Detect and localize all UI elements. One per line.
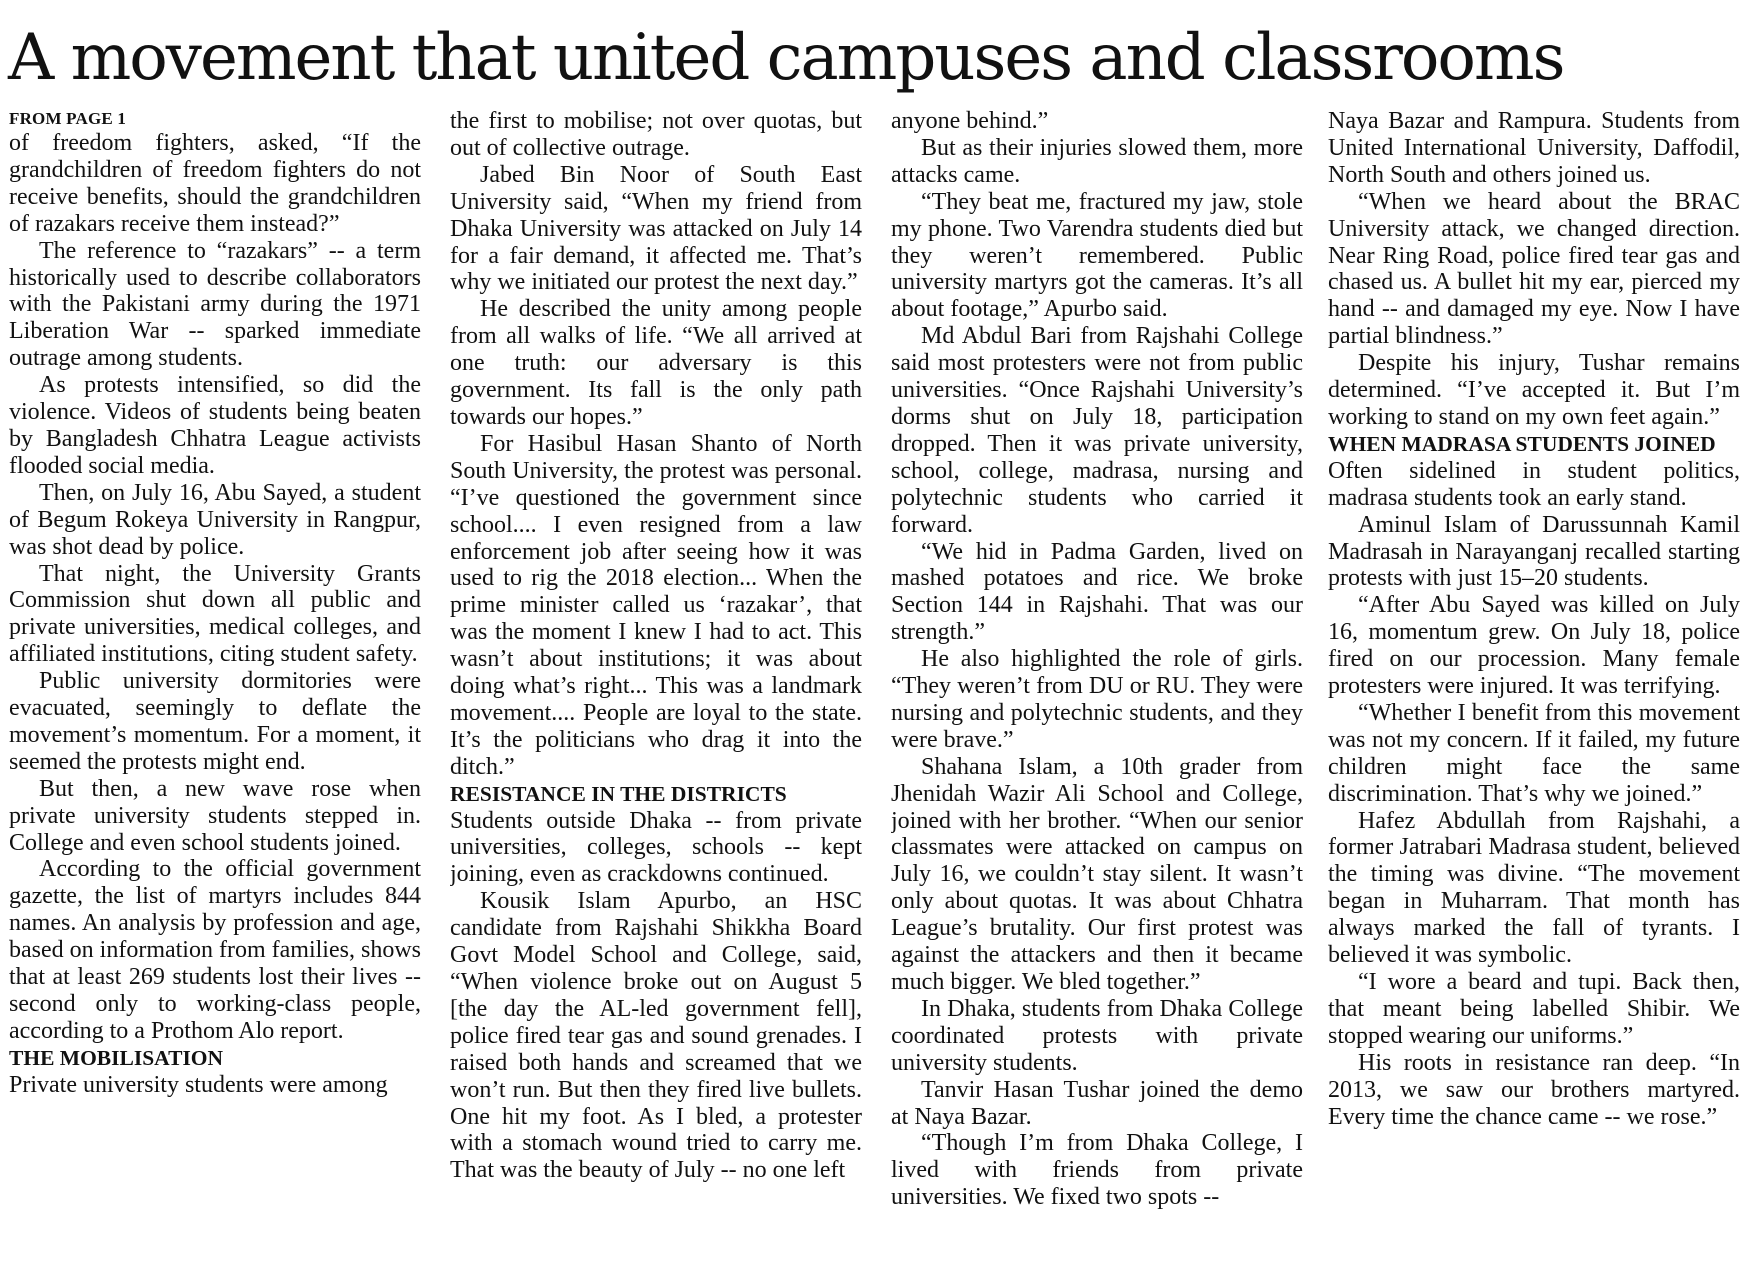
paragraph: the first to mobilise; not over quotas, but out of collective outrage. <box>450 108 862 161</box>
column-3 <box>891 108 1303 1278</box>
paragraph: That night, the University Grants Commission shut down all public and private universities, medical colleges, and affiliated institutions, citing student safety. <box>9 560 421 668</box>
subhead-madrasa: WHEN MADRASA STUDENTS JOINED <box>1328 431 1716 456</box>
paragraph: But then, a new wave rose when private university students stepped in. College and even school students joined. <box>9 775 421 856</box>
paragraph: “Whether I benefit from this movement was not my concern. If it failed, my future children might face the same discrimination. That’s why we joined.” <box>1328 699 1740 807</box>
paragraph: According to the official government gazette, the list of martyrs includes 844 names. An analysis by profession and age, based on information from families, shows that at least 269 students lost their lives -- second only to working-class people, according to a Prothom Alo report. <box>9 856 421 1044</box>
paragraph: Hafez Abdullah from Rajshahi, a former Jatrabari Madrasa student, believed the timing was divine. “The movement began in Muharram. That month has always marked the fall of tyrants. I believed it was symbolic. <box>1328 807 1740 969</box>
column-1 <box>9 108 421 1278</box>
paragraph: Then, on July 16, Abu Sayed, a student of Begum Rokeya University in Rangpur, was shot dead by police. <box>9 479 421 560</box>
paragraph: He described the unity among people from all walks of life. “We all arrived at one truth: our adversary is this government. Its fall is the only path towards our hopes.” <box>450 296 862 430</box>
paragraph: “When we heard about the BRAC University attack, we changed direction. Near Ring Road, police fired tear gas and chased us. A bullet hit my ear, pierced my hand -- and damaged my eye. Now I have partial blindness.” <box>1328 188 1740 350</box>
paragraph: Naya Bazar and Rampura. Students from United International University, Daffodil, North South and others joined us. <box>1328 108 1740 188</box>
paragraph: He also highlighted the role of girls. “They weren’t from DU or RU. They were nursing and polytechnic students, and they were brave.” <box>891 646 1303 753</box>
paragraph: For Hasibul Hasan Shanto of North South University, the protest was personal. “I’ve questioned the government since school.... I even resigned from a law enforcement job after seeing how it was used to rig the 2018 election... When the prime minister called us ‘razakar’, that was the moment I knew I had to act. This wasn’t about institutions; it was about doing what’s right... This was a landmark movement.... People are loyal to the state. It’s the politicians who drag it into the ditch.” <box>450 430 862 780</box>
paragraph: Despite his injury, Tushar remains determined. “I’ve accepted it. But I’m working to stand on my own feet again.” <box>1328 350 1740 430</box>
paragraph: of freedom fighters, asked, “If the grandchildren of freedom fighters do not receive benefits, should the grandchildren of razakars receive them instead?” <box>9 130 421 237</box>
paragraph: “They beat me, fractured my jaw, stole my phone. Two Varendra students died but they weren’t remembered. Public university martyrs got the cameras. It’s all about footage,” Apurbo said. <box>891 188 1303 323</box>
paragraph: The reference to “razakars” -- a term historically used to describe collaborators with the Pakistani army during the 1971 Liberation War -- sparked immediate outrage among students. <box>9 237 421 372</box>
paragraph: Md Abdul Bari from Rajshahi College said most protesters were not from public universities. “Once Rajshahi University’s dorms shut on July 18, participation dropped. Then it was private university, school, college, madrasa, nursing and polytechnic students who carried it forward. <box>891 323 1303 538</box>
paragraph: His roots in resistance ran deep. “In 2013, we saw our brothers martyred. Every time the chance came -- we rose.” <box>1328 1049 1740 1130</box>
paragraph: In Dhaka, students from Dhaka College coordinated protests with private university students. <box>891 995 1303 1076</box>
paragraph: Public university dormitories were evacuated, seemingly to deflate the movement’s momentum. For a moment, it seemed the protests might end. <box>9 668 421 775</box>
paragraph: Aminul Islam of Darussunnah Kamil Madrasah in Narayanganj recalled starting protests with just 15–20 students. <box>1328 511 1740 592</box>
paragraph: Kousik Islam Apurbo, an HSC candidate from Rajshahi Shikkha Board Govt Model School and College, said, “When violence broke out on August 5 [the day the AL-led government fell], police fired tear gas and sound grenades. I raised both hands and screamed that we won’t run. But then they fired live bullets. One hit my foot. As I bled, a protester with a stomach wound tried to carry me. That was the beauty of July -- no one left <box>450 888 862 1184</box>
paragraph: anyone behind.” <box>891 108 1049 134</box>
subhead-resistance: RESISTANCE IN THE DISTRICTS <box>450 781 787 806</box>
column-2 <box>450 108 862 1278</box>
paragraph: Jabed Bin Noor of South East University said, “When my friend from Dhaka University was attacked on July 14 for a fair demand, it affected me. That’s why we initiated our protest the next day.” <box>450 161 862 296</box>
column-4 <box>1328 108 1740 1278</box>
paragraph: Students outside Dhaka -- from private universities, colleges, schools -- kept joining, even as crackdowns continued. <box>450 807 862 888</box>
paragraph: “I wore a beard and tupi. Back then, that meant being labelled Shibir. We stopped wearing our uniforms.” <box>1328 969 1740 1049</box>
paragraph: As protests intensified, so did the violence. Videos of students being beaten by Bangladesh Chhatra League activists flooded social media. <box>9 372 421 479</box>
headline: A movement that united campuses and classrooms <box>8 21 1564 95</box>
paragraph: “After Abu Sayed was killed on July 16, momentum grew. On July 18, police fired on our procession. Many female protesters were injured. It was terrifying. <box>1328 592 1740 700</box>
paragraph: But as their injuries slowed them, more attacks came. <box>891 134 1303 188</box>
continued-from-label: FROM PAGE 1 <box>9 109 127 128</box>
paragraph: Shahana Islam, a 10th grader from Jhenidah Wazir Ali School and College, joined with her brother. “When our senior classmates were attacked on campus on July 16, we couldn’t stay silent. It wasn’t only about quotas. It was about Chhatra League’s brutality. Our first protest was against the attackers and then it became much bigger. We bled together.” <box>891 753 1303 995</box>
paragraph: Private university students were among <box>9 1071 388 1098</box>
paragraph: “Though I’m from Dhaka College, I lived with friends from private universities. We fixed two spots -- <box>891 1130 1303 1211</box>
paragraph: Tanvir Hasan Tushar joined the demo at Naya Bazar. <box>891 1076 1303 1130</box>
subhead-mobilisation: THE MOBILISATION <box>9 1045 224 1070</box>
paragraph: “We hid in Padma Garden, lived on mashed potatoes and rice. We broke Section 144 in Rajshahi. That was our strength.” <box>891 538 1303 646</box>
paragraph: Often sidelined in student politics, madrasa students took an early stand. <box>1328 457 1740 511</box>
